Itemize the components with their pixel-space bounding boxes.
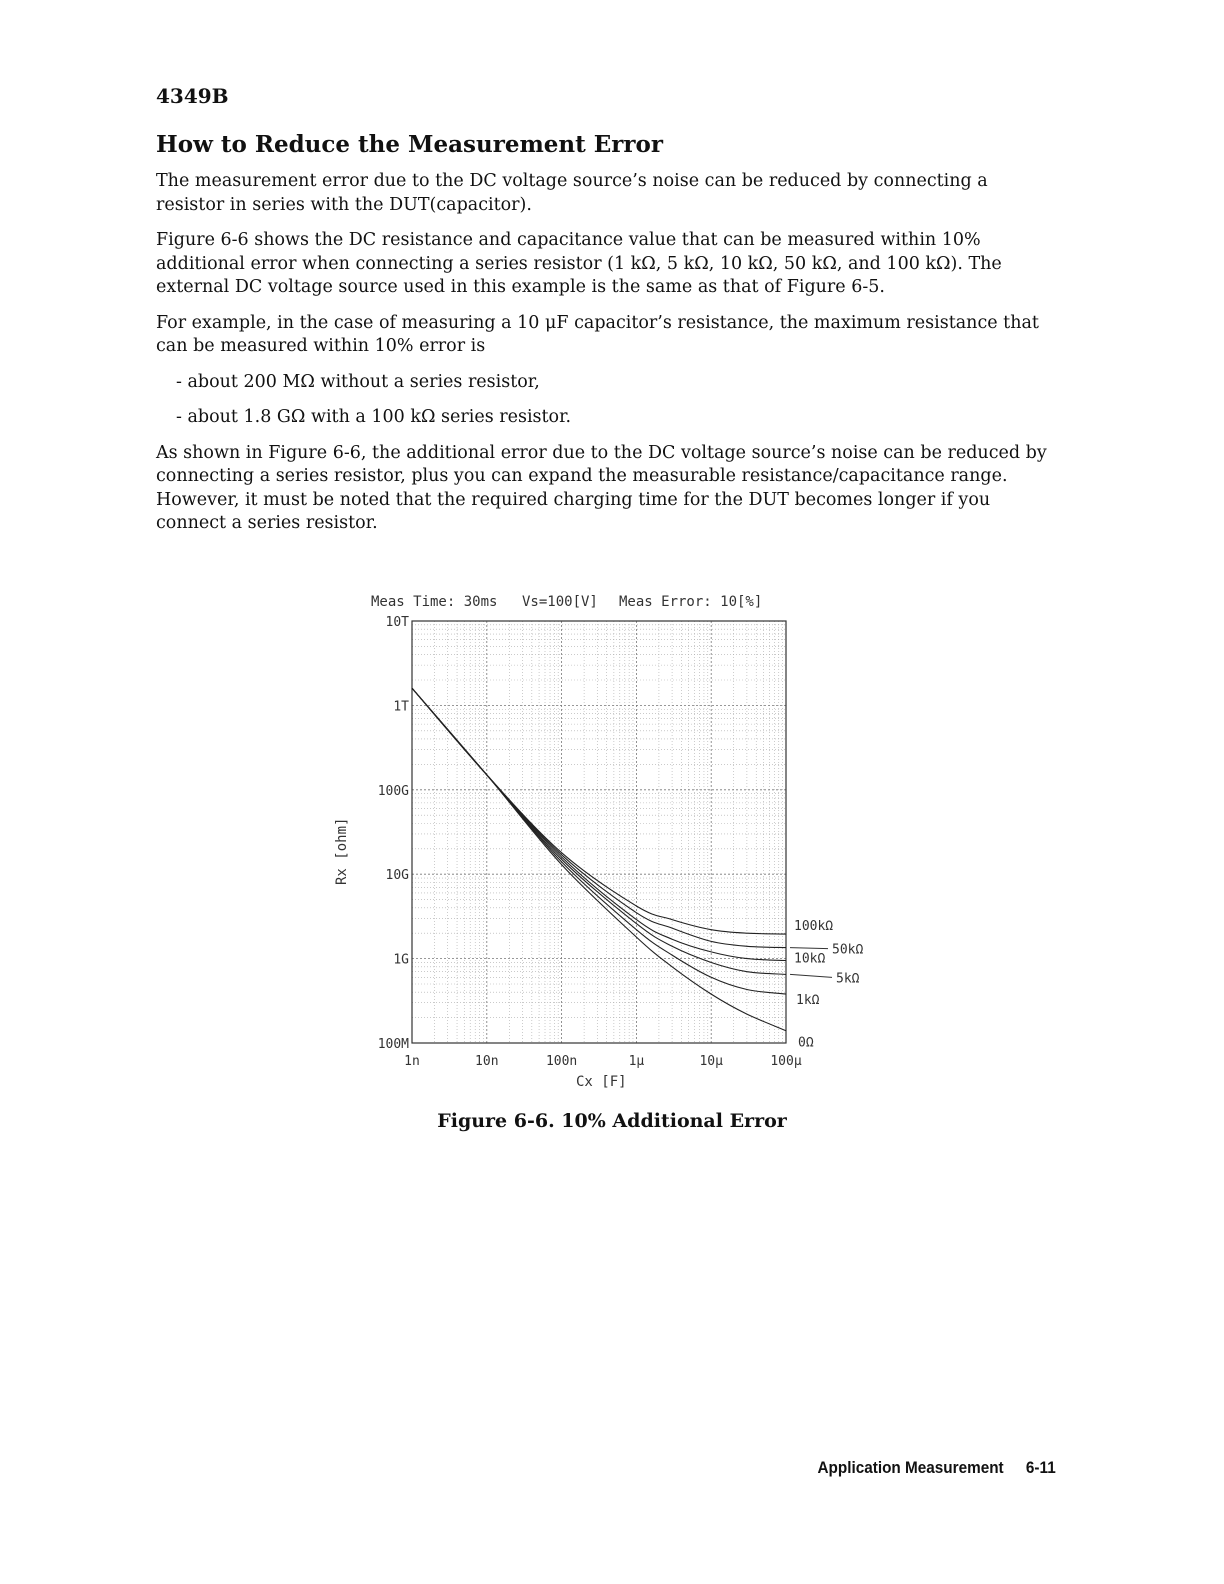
paragraph: For example, in the case of measuring a 10 μF capacitor’s resistance, the maximum resistance that can be measured within 10% error is — [156, 312, 1039, 356]
section-title: How to Reduce the Measurement Error — [156, 131, 663, 158]
body-text — [156, 170, 1056, 548]
series-line-50kΩ — [412, 688, 786, 947]
page-footer — [818, 1458, 1056, 1478]
leader-line — [790, 948, 828, 949]
error-chart — [328, 585, 888, 1095]
series-label: 100kΩ — [794, 919, 834, 935]
series-label: 50kΩ — [832, 942, 864, 958]
series-label: 1kΩ — [796, 993, 820, 1009]
x-tick-label: 10μ — [699, 1054, 723, 1069]
chart-grid — [412, 621, 786, 1043]
bullet-item: - about 200 MΩ without a series resistor, — [176, 371, 540, 392]
paragraph: As shown in Figure 6-6, the additional error due to the DC voltage source’s noise can be reduced by connecting a series resistor, plus you can expand the measurable resistance/capacitance range. However, it must be noted that the required charging time for the DUT becomes longer if you connect a series resistor. — [156, 442, 1047, 533]
x-tick-labels — [404, 1054, 802, 1069]
series-line-1kΩ — [412, 688, 786, 994]
x-tick-label: 1μ — [628, 1054, 645, 1069]
y-tick-label: 10T — [385, 615, 409, 630]
y-tick-label: 100G — [377, 783, 409, 799]
leader-line — [790, 974, 832, 977]
y-axis-label: Rx [ohm] — [334, 817, 350, 885]
x-tick-label: 10n — [475, 1054, 499, 1069]
y-tick-label: 1G — [393, 952, 409, 968]
chart-header-error: Meas Error: 10[%] — [619, 594, 763, 610]
y-tick-labels — [378, 615, 409, 1052]
series-line-10kΩ — [412, 688, 786, 960]
chart-header-meas-time: Meas Time: 30ms — [371, 594, 498, 610]
paragraph: The measurement error due to the DC voltage source’s noise can be reduced by connecting a resistor in series with the DUT(capacitor). — [156, 171, 988, 215]
y-tick-label: 100M — [377, 1037, 409, 1052]
bullet-item: - about 1.8 GΩ with a 100 kΩ series resistor. — [176, 407, 572, 427]
chart-series — [412, 688, 786, 1030]
x-tick-label: 100μ — [770, 1054, 802, 1069]
chart-header-voltage: Vs=100[V] — [522, 594, 598, 610]
x-axis-label: Cx [F] — [576, 1074, 627, 1090]
x-tick-label: 100n — [545, 1054, 578, 1069]
plot-frame — [412, 621, 786, 1043]
figure-caption: Figure 6-6. 10% Additional Error — [437, 1110, 787, 1132]
y-tick-label: 10G — [385, 868, 409, 884]
x-tick-label: 1n — [404, 1054, 420, 1069]
paragraph: Figure 6-6 shows the DC resistance and capacitance value that can be measured within 10% additional error when connecting a series resistor (1 kΩ, 5 kΩ, 10 kΩ, 50 kΩ, and 100 kΩ). The external DC voltage source used in this example is the same as that of Figure 6-5. — [156, 230, 1002, 297]
series-label: 0Ω — [798, 1035, 814, 1051]
page-number: 6-11 — [1026, 1458, 1056, 1477]
series-label: 5kΩ — [836, 971, 860, 987]
document-id: 4349B — [156, 84, 229, 108]
footer-section: Application Measurement — [817, 1458, 1004, 1477]
series-labels — [790, 919, 863, 1051]
y-tick-label: 1T — [393, 699, 409, 715]
series-label: 10kΩ — [794, 951, 826, 967]
series-line-5kΩ — [412, 688, 786, 974]
series-line-0Ω — [412, 688, 786, 1030]
